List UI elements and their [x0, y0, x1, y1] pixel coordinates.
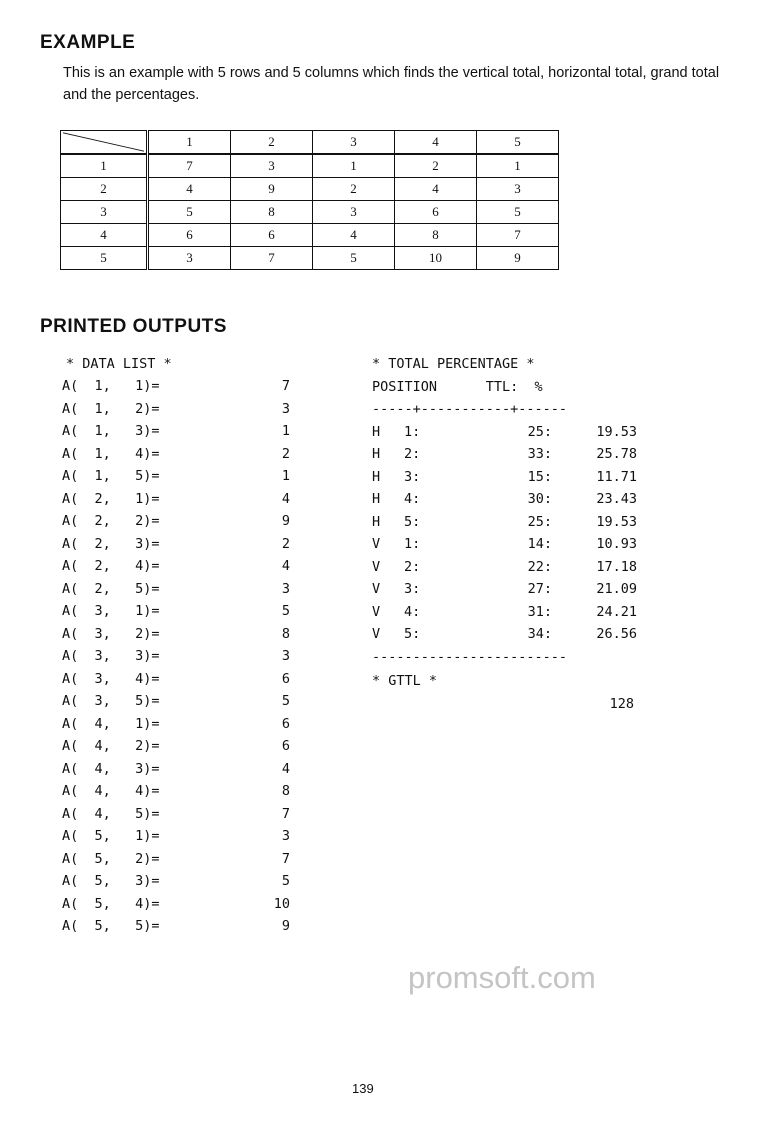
- list-item-value: 1: [281, 423, 290, 439]
- table-row: [61, 154, 559, 178]
- list-item-label: A( 4, 2)=: [62, 738, 160, 754]
- list-item: [62, 716, 302, 738]
- row-total: 33:: [527, 446, 552, 462]
- list-item-value: 3: [281, 400, 290, 417]
- list-item: [62, 581, 302, 603]
- list-item: [62, 423, 302, 445]
- list-item-value: 5: [281, 693, 290, 709]
- list-item: [62, 783, 302, 805]
- list-item-label: A( 2, 4)=: [62, 558, 160, 574]
- data-list-title: * DATA LIST *: [66, 356, 172, 372]
- list-item-value: 5: [281, 603, 290, 619]
- list-item-value: 7: [281, 378, 290, 394]
- list-item-value: 7: [281, 805, 290, 822]
- list-item-label: A( 1, 2)=: [62, 400, 160, 417]
- table-cell: 4: [313, 224, 395, 247]
- list-item-value: 4: [281, 760, 290, 777]
- diagonal-corner-cell: [61, 131, 148, 155]
- list-item: [62, 761, 302, 783]
- list-item: [62, 401, 302, 423]
- list-item-value: 3: [281, 580, 290, 597]
- row-percent: 24.21: [596, 603, 637, 620]
- list-item: [62, 513, 302, 535]
- total-percentage-block: [372, 356, 642, 671]
- grand-total-title: * GTTL *: [372, 673, 438, 689]
- position-type: V: [372, 603, 381, 620]
- list-item-label: A( 3, 4)=: [62, 670, 160, 687]
- example-table: [60, 130, 559, 270]
- table-cell: 3: [313, 201, 395, 224]
- list-item: [62, 626, 302, 648]
- percentage-rule-top: -----+-----------+------: [372, 401, 568, 417]
- list-item-value: 6: [281, 670, 290, 687]
- list-item-value: 9: [281, 918, 290, 934]
- row-header: 2: [61, 178, 148, 201]
- list-item-label: A( 5, 2)=: [62, 850, 160, 867]
- position-index: 2:: [404, 558, 421, 575]
- list-item-label: A( 2, 2)=: [62, 513, 160, 529]
- row-total: 22:: [527, 558, 552, 575]
- list-item-label: A( 5, 3)=: [62, 873, 160, 889]
- table-cell: 2: [313, 178, 395, 201]
- list-item: [62, 873, 302, 895]
- list-item: [62, 918, 302, 940]
- example-heading: EXAMPLE: [40, 32, 136, 53]
- list-item-label: A( 4, 4)=: [62, 783, 160, 799]
- list-item: [62, 603, 302, 625]
- table-cell: 4: [148, 178, 231, 201]
- position-index: 2:: [404, 446, 421, 462]
- list-item-label: A( 1, 1)=: [62, 378, 160, 394]
- position-type: H: [372, 446, 381, 462]
- row-total: 27:: [527, 581, 552, 597]
- percentage-header: POSITION TTL: %: [372, 378, 543, 395]
- table-cell: 9: [231, 178, 313, 201]
- row-total: 25:: [527, 423, 552, 440]
- column-header: 3: [313, 131, 395, 155]
- table-cell: 3: [477, 178, 559, 201]
- list-item-value: 6: [281, 738, 290, 754]
- table-cell: 6: [231, 224, 313, 247]
- percentage-row: [372, 581, 642, 604]
- list-item-value: 4: [281, 490, 290, 507]
- row-header: 3: [61, 201, 148, 224]
- list-item-label: A( 5, 1)=: [62, 828, 160, 844]
- row-total: 25:: [527, 513, 552, 530]
- row-percent: 19.53: [596, 513, 637, 530]
- table-cell: 7: [148, 154, 231, 178]
- percentage-row: [372, 491, 642, 514]
- column-header: 5: [477, 131, 559, 155]
- percentage-rule-bottom: ------------------------: [372, 648, 568, 665]
- list-item-label: A( 1, 4)=: [62, 445, 160, 462]
- list-item-value: 9: [281, 513, 290, 529]
- table-cell: 7: [231, 247, 313, 270]
- row-percent: 25.78: [596, 446, 637, 462]
- row-total: 34:: [527, 626, 552, 642]
- position-index: 3:: [404, 468, 421, 485]
- list-item-value: 10: [273, 895, 290, 912]
- list-item-label: A( 4, 1)=: [62, 715, 160, 732]
- percentage-row: [372, 424, 642, 447]
- table-cell: 5: [148, 201, 231, 224]
- row-total: 31:: [527, 603, 552, 620]
- list-item-label: A( 3, 3)=: [62, 648, 160, 664]
- row-percent: 26.56: [596, 626, 637, 642]
- position-index: 1:: [404, 536, 421, 552]
- row-percent: 17.18: [596, 558, 637, 575]
- table-cell: 5: [477, 201, 559, 224]
- list-item: [62, 536, 302, 558]
- percentage-title: * TOTAL PERCENTAGE *: [372, 356, 535, 372]
- position-index: 5:: [404, 513, 421, 530]
- list-item-value: 3: [281, 828, 290, 844]
- list-item-value: 8: [281, 625, 290, 642]
- percentage-row: [372, 446, 642, 469]
- list-item-label: A( 4, 3)=: [62, 760, 160, 777]
- list-item: [62, 671, 302, 693]
- list-item-value: 4: [281, 558, 290, 574]
- list-item-value: 2: [281, 445, 290, 462]
- list-item-value: 3: [281, 648, 290, 664]
- table-row: [61, 178, 559, 201]
- table-cell: 3: [148, 247, 231, 270]
- row-percent: 19.53: [596, 423, 637, 440]
- table-header-row: [61, 131, 559, 155]
- table-cell: 9: [477, 247, 559, 270]
- list-item: [62, 378, 302, 400]
- row-header: 4: [61, 224, 148, 247]
- position-type: H: [372, 423, 381, 440]
- list-item: [62, 693, 302, 715]
- table-row: [61, 247, 559, 270]
- table-row: [61, 224, 559, 247]
- table-cell: 6: [148, 224, 231, 247]
- list-item-label: A( 1, 5)=: [62, 468, 160, 484]
- list-item: [62, 446, 302, 468]
- row-total: 15:: [527, 468, 552, 485]
- percentage-row: [372, 559, 642, 582]
- table-cell: 1: [477, 154, 559, 178]
- list-item-label: A( 1, 3)=: [62, 423, 160, 439]
- row-percent: 10.93: [596, 536, 637, 552]
- row-percent: 21.09: [596, 581, 637, 597]
- percentage-row: [372, 626, 642, 649]
- printed-outputs-heading: PRINTED OUTPUTS: [40, 316, 227, 337]
- position-index: 4:: [404, 491, 421, 507]
- table-cell: 8: [231, 201, 313, 224]
- row-header: 1: [61, 154, 148, 178]
- table-cell: 5: [313, 247, 395, 270]
- list-item-label: A( 4, 5)=: [62, 805, 160, 822]
- row-percent: 11.71: [596, 468, 637, 485]
- list-item-label: A( 5, 5)=: [62, 918, 160, 934]
- table-cell: 3: [231, 154, 313, 178]
- position-type: V: [372, 581, 381, 597]
- grand-total-value: 128: [609, 696, 634, 712]
- position-type: H: [372, 468, 381, 485]
- list-item: [62, 468, 302, 490]
- table-cell: 10: [395, 247, 477, 270]
- percentage-row: [372, 514, 642, 537]
- list-item-label: A( 3, 2)=: [62, 625, 160, 642]
- list-item-value: 5: [281, 873, 290, 889]
- position-index: 5:: [404, 626, 421, 642]
- list-item-value: 8: [281, 783, 290, 799]
- position-type: V: [372, 536, 381, 552]
- list-item: [62, 896, 302, 918]
- list-item-label: A( 2, 3)=: [62, 535, 160, 552]
- list-item-value: 2: [281, 535, 290, 552]
- column-header: 1: [148, 131, 231, 155]
- watermark-text: promsoft.com: [408, 960, 596, 995]
- list-item-label: A( 3, 5)=: [62, 693, 160, 709]
- table-cell: 8: [395, 224, 477, 247]
- list-item: [62, 558, 302, 580]
- list-item: [62, 491, 302, 513]
- list-item-value: 1: [281, 468, 290, 484]
- page-number: 139: [352, 1081, 374, 1096]
- example-intro-text: This is an example with 5 rows and 5 columns which finds the vertical total, horizontal total, grand total and the percentages.: [63, 65, 720, 103]
- list-item: [62, 851, 302, 873]
- table-cell: 6: [395, 201, 477, 224]
- percentage-row: [372, 536, 642, 559]
- column-header: 4: [395, 131, 477, 155]
- list-item: [62, 738, 302, 760]
- position-type: H: [372, 513, 381, 530]
- position-index: 3:: [404, 581, 421, 597]
- position-type: H: [372, 491, 381, 507]
- column-header: 2: [231, 131, 313, 155]
- list-item: [62, 828, 302, 850]
- row-total: 30:: [527, 491, 552, 507]
- percentage-row: [372, 469, 642, 492]
- list-item-label: A( 2, 5)=: [62, 580, 160, 597]
- list-item: [62, 806, 302, 828]
- table-cell: 2: [395, 154, 477, 178]
- position-type: V: [372, 558, 381, 575]
- percentage-row: [372, 604, 642, 627]
- row-percent: 23.43: [596, 491, 637, 507]
- list-item-value: 6: [281, 715, 290, 732]
- list-item-label: A( 3, 1)=: [62, 603, 160, 619]
- table-cell: 4: [395, 178, 477, 201]
- position-type: V: [372, 626, 381, 642]
- position-index: 1:: [404, 423, 421, 440]
- table-cell: 7: [477, 224, 559, 247]
- list-item-label: A( 5, 4)=: [62, 895, 160, 912]
- row-header: 5: [61, 247, 148, 270]
- list-item-label: A( 2, 1)=: [62, 490, 160, 507]
- list-item-value: 7: [281, 850, 290, 867]
- list-item: [62, 648, 302, 670]
- row-total: 14:: [527, 536, 552, 552]
- position-index: 4:: [404, 603, 421, 620]
- table-row: [61, 201, 559, 224]
- diagonal-line-icon: [61, 131, 146, 153]
- table-cell: 1: [313, 154, 395, 178]
